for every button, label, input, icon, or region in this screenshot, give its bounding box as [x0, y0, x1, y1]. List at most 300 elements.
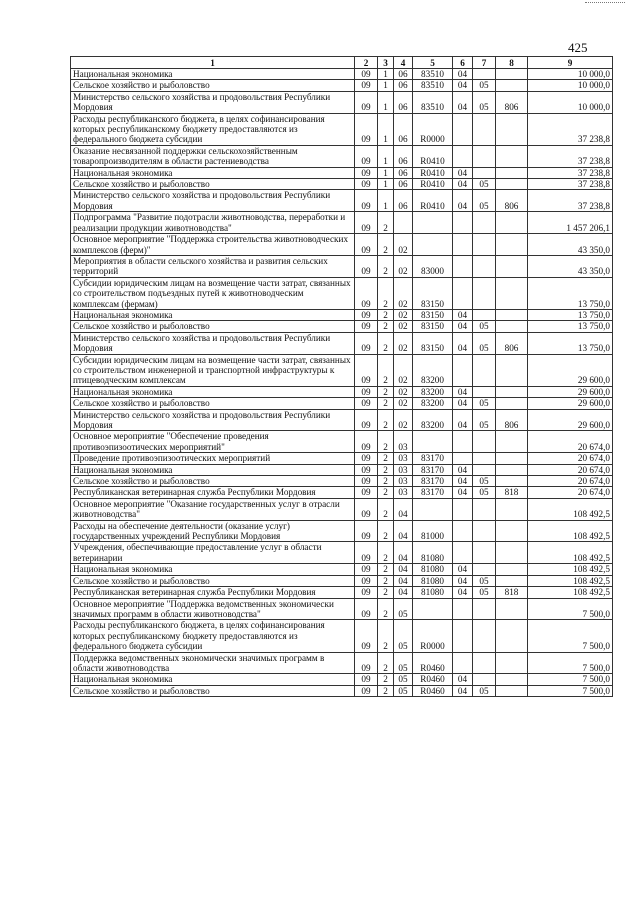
amount-cell: 29 600,0 [528, 354, 613, 386]
amount-cell: 37 238,8 [528, 190, 613, 212]
col4-cell: 05 [394, 685, 413, 696]
amount-cell: 108 492,5 [528, 575, 613, 586]
col7-cell [473, 113, 496, 145]
col4-cell: 03 [394, 476, 413, 487]
col2-cell: 09 [355, 620, 378, 652]
table-body [71, 69, 613, 697]
col7-cell [473, 234, 496, 256]
col3-cell: 2 [378, 685, 394, 696]
name-cell: Национальная экономика [71, 167, 355, 178]
code-cell: R0410 [413, 190, 453, 212]
col6-cell [453, 598, 473, 620]
name-cell: Национальная экономика [71, 674, 355, 685]
name-cell: Сельское хозяйство и рыболовство [71, 80, 355, 91]
col2-cell: 09 [355, 542, 378, 564]
col2-cell: 09 [355, 145, 378, 167]
col2-cell: 09 [355, 179, 378, 190]
table-row [71, 332, 613, 354]
name-cell: Расходы республиканского бюджета, в целях софинансирования которых республиканскому бюджету предоставляются из федерального бюджета субсидии [71, 620, 355, 652]
col4-cell: 04 [394, 564, 413, 575]
col6-cell: 04 [453, 398, 473, 409]
amount-cell: 13 750,0 [528, 321, 613, 332]
col2-cell: 09 [355, 564, 378, 575]
col3-cell: 2 [378, 620, 394, 652]
col7-cell [473, 598, 496, 620]
col7-cell [473, 145, 496, 167]
col8-cell [496, 321, 528, 332]
table-row [71, 309, 613, 320]
amount-cell: 37 238,8 [528, 113, 613, 145]
col4-cell: 02 [394, 398, 413, 409]
col8-cell [496, 255, 528, 277]
header-col6: 6 [453, 57, 473, 69]
col7-cell: 05 [473, 476, 496, 487]
name-cell: Основное мероприятие "Поддержка строительства животноводческих комплексов (ферм)" [71, 234, 355, 256]
code-cell: R0000 [413, 113, 453, 145]
col8-cell: 806 [496, 190, 528, 212]
col7-cell [473, 652, 496, 674]
name-cell: Поддержка ведомственных экономически значимых программ в области животноводства [71, 652, 355, 674]
col8-cell [496, 464, 528, 475]
name-cell: Сельское хозяйство и рыболовство [71, 575, 355, 586]
name-cell: Сельское хозяйство и рыболовство [71, 398, 355, 409]
col6-cell [453, 620, 473, 652]
table-row [71, 620, 613, 652]
col7-cell: 05 [473, 190, 496, 212]
col6-cell [453, 520, 473, 542]
col7-cell [473, 498, 496, 520]
name-cell: Республиканская ветеринарная служба Республики Мордовия [71, 587, 355, 598]
col6-cell: 04 [453, 179, 473, 190]
col8-cell [496, 520, 528, 542]
col2-cell: 09 [355, 234, 378, 256]
col4-cell: 05 [394, 652, 413, 674]
col8-cell [496, 113, 528, 145]
col3-cell: 2 [378, 309, 394, 320]
table-header-row [71, 57, 613, 69]
col8-cell [496, 498, 528, 520]
col2-cell: 09 [355, 498, 378, 520]
col3-cell: 2 [378, 564, 394, 575]
col8-cell [496, 575, 528, 586]
table-row [71, 234, 613, 256]
col4-cell: 05 [394, 620, 413, 652]
col7-cell [473, 431, 496, 453]
col3-cell: 2 [378, 409, 394, 431]
code-cell: R0410 [413, 145, 453, 167]
col4-cell: 02 [394, 386, 413, 397]
code-cell: 81080 [413, 587, 453, 598]
col4-cell: 06 [394, 145, 413, 167]
table-row [71, 564, 613, 575]
col6-cell [453, 498, 473, 520]
col2-cell: 09 [355, 277, 378, 309]
table-row [71, 212, 613, 234]
header-name: 1 [71, 57, 355, 69]
col8-cell: 806 [496, 332, 528, 354]
col6-cell: 04 [453, 464, 473, 475]
col7-cell [473, 464, 496, 475]
amount-cell: 13 750,0 [528, 309, 613, 320]
table-row [71, 190, 613, 212]
table-row [71, 464, 613, 475]
col4-cell: 05 [394, 674, 413, 685]
amount-cell: 1 457 206,1 [528, 212, 613, 234]
code-cell: 81000 [413, 520, 453, 542]
name-cell: Национальная экономика [71, 309, 355, 320]
code-cell: R0410 [413, 179, 453, 190]
col6-cell: 04 [453, 190, 473, 212]
amount-cell: 43 350,0 [528, 234, 613, 256]
col4-cell: 02 [394, 255, 413, 277]
col8-cell [496, 80, 528, 91]
col4-cell: 02 [394, 321, 413, 332]
col4-cell: 03 [394, 453, 413, 464]
col8-cell [496, 652, 528, 674]
col2-cell: 09 [355, 69, 378, 80]
header-col8: 8 [496, 57, 528, 69]
amount-cell: 43 350,0 [528, 255, 613, 277]
table-row [71, 91, 613, 113]
name-cell: Расходы на обеспечение деятельности (оказание услуг) государственных учреждений Республики Мордовия [71, 520, 355, 542]
table-row [71, 80, 613, 91]
table-row [71, 431, 613, 453]
col3-cell: 1 [378, 91, 394, 113]
col4-cell: 02 [394, 332, 413, 354]
amount-cell: 10 000,0 [528, 91, 613, 113]
col2-cell: 09 [355, 674, 378, 685]
table-row [71, 674, 613, 685]
col4-cell: 04 [394, 520, 413, 542]
code-cell: 83200 [413, 409, 453, 431]
col7-cell [473, 255, 496, 277]
amount-cell: 7 500,0 [528, 652, 613, 674]
col2-cell: 09 [355, 598, 378, 620]
code-cell: 83510 [413, 91, 453, 113]
amount-cell: 108 492,5 [528, 520, 613, 542]
code-cell: 81080 [413, 542, 453, 564]
table-row [71, 145, 613, 167]
code-cell: 83170 [413, 464, 453, 475]
col7-cell [473, 277, 496, 309]
col3-cell: 1 [378, 113, 394, 145]
page-number: 425 [568, 40, 588, 55]
code-cell: R0460 [413, 652, 453, 674]
table-row [71, 652, 613, 674]
col8-cell [496, 179, 528, 190]
name-cell: Проведение противоэпизоотических мероприятий [71, 453, 355, 464]
col4-cell: 03 [394, 464, 413, 475]
header-col7: 7 [473, 57, 496, 69]
code-cell: 83150 [413, 332, 453, 354]
table-row [71, 277, 613, 309]
name-cell: Сельское хозяйство и рыболовство [71, 685, 355, 696]
table-row [71, 179, 613, 190]
amount-cell: 20 674,0 [528, 464, 613, 475]
col4-cell: 02 [394, 409, 413, 431]
col2-cell: 09 [355, 520, 378, 542]
col4-cell: 02 [394, 234, 413, 256]
table-row [71, 498, 613, 520]
col4-cell: 06 [394, 179, 413, 190]
name-cell: Министерство сельского хозяйства и продовольствия Республики Мордовия [71, 190, 355, 212]
table-row [71, 575, 613, 586]
amount-cell: 108 492,5 [528, 498, 613, 520]
table-row [71, 542, 613, 564]
name-cell: Сельское хозяйство и рыболовство [71, 179, 355, 190]
col8-cell [496, 674, 528, 685]
col7-cell [473, 620, 496, 652]
code-cell: 83150 [413, 309, 453, 320]
col7-cell [473, 386, 496, 397]
amount-cell: 13 750,0 [528, 332, 613, 354]
col4-cell: 04 [394, 498, 413, 520]
amount-cell: 7 500,0 [528, 598, 613, 620]
table-row [71, 487, 613, 498]
col2-cell: 09 [355, 354, 378, 386]
col3-cell: 2 [378, 542, 394, 564]
col3-cell: 2 [378, 212, 394, 234]
col8-cell: 806 [496, 409, 528, 431]
code-cell: 83200 [413, 398, 453, 409]
amount-cell: 37 238,8 [528, 167, 613, 178]
col7-cell: 05 [473, 398, 496, 409]
col8-cell: 818 [496, 587, 528, 598]
code-cell: 83150 [413, 277, 453, 309]
col7-cell [473, 69, 496, 80]
col6-cell: 04 [453, 409, 473, 431]
col6-cell: 04 [453, 80, 473, 91]
table-row [71, 321, 613, 332]
col8-cell [496, 476, 528, 487]
table-row [71, 354, 613, 386]
col8-cell [496, 431, 528, 453]
col6-cell [453, 234, 473, 256]
col2-cell: 09 [355, 91, 378, 113]
header-col3: 3 [378, 57, 394, 69]
code-cell: 83170 [413, 453, 453, 464]
name-cell: Основное мероприятие "Поддержка ведомственных экономически значимых программ в области животноводства" [71, 598, 355, 620]
col3-cell: 2 [378, 520, 394, 542]
col8-cell [496, 234, 528, 256]
col3-cell: 2 [378, 476, 394, 487]
col2-cell: 09 [355, 453, 378, 464]
col8-cell: 818 [496, 487, 528, 498]
col3-cell: 2 [378, 431, 394, 453]
col2-cell: 09 [355, 398, 378, 409]
col7-cell [473, 212, 496, 234]
col8-cell: 806 [496, 91, 528, 113]
col2-cell: 09 [355, 309, 378, 320]
name-cell: Министерство сельского хозяйства и продовольствия Республики Мордовия [71, 409, 355, 431]
col2-cell: 09 [355, 190, 378, 212]
col8-cell [496, 277, 528, 309]
col8-cell [496, 453, 528, 464]
col2-cell: 09 [355, 113, 378, 145]
col6-cell [453, 212, 473, 234]
col2-cell: 09 [355, 255, 378, 277]
col7-cell [473, 167, 496, 178]
col2-cell: 09 [355, 80, 378, 91]
col4-cell: 04 [394, 575, 413, 586]
amount-cell: 20 674,0 [528, 487, 613, 498]
amount-cell: 29 600,0 [528, 398, 613, 409]
col4-cell: 06 [394, 167, 413, 178]
code-cell: 83510 [413, 69, 453, 80]
code-cell: R0000 [413, 620, 453, 652]
col2-cell: 09 [355, 587, 378, 598]
code-cell: 83150 [413, 321, 453, 332]
col2-cell: 09 [355, 464, 378, 475]
table-row [71, 113, 613, 145]
amount-cell: 108 492,5 [528, 587, 613, 598]
name-cell: Национальная экономика [71, 69, 355, 80]
col4-cell: 06 [394, 190, 413, 212]
name-cell: Мероприятия в области сельского хозяйства и развития сельских территорий [71, 255, 355, 277]
code-cell: 83510 [413, 80, 453, 91]
col7-cell: 05 [473, 80, 496, 91]
col2-cell: 09 [355, 575, 378, 586]
col3-cell: 2 [378, 332, 394, 354]
name-cell: Национальная экономика [71, 386, 355, 397]
code-cell [413, 498, 453, 520]
col8-cell [496, 69, 528, 80]
col7-cell: 05 [473, 321, 496, 332]
name-cell: Учреждения, обеспечивающие предоставление услуг в области ветеринарии [71, 542, 355, 564]
col8-cell [496, 167, 528, 178]
col6-cell: 04 [453, 386, 473, 397]
amount-cell: 20 674,0 [528, 476, 613, 487]
col2-cell: 09 [355, 332, 378, 354]
col3-cell: 2 [378, 498, 394, 520]
col3-cell: 2 [378, 652, 394, 674]
col2-cell: 09 [355, 409, 378, 431]
col3-cell: 2 [378, 277, 394, 309]
table-row [71, 476, 613, 487]
code-cell: 81080 [413, 575, 453, 586]
col6-cell [453, 542, 473, 564]
col8-cell [496, 620, 528, 652]
col8-cell [496, 598, 528, 620]
code-cell: 83200 [413, 354, 453, 386]
table-row [71, 453, 613, 464]
col8-cell [496, 386, 528, 397]
amount-cell: 7 500,0 [528, 674, 613, 685]
col2-cell: 09 [355, 487, 378, 498]
col4-cell: 06 [394, 113, 413, 145]
code-cell: 81080 [413, 564, 453, 575]
col4-cell [394, 212, 413, 234]
col6-cell [453, 652, 473, 674]
code-cell: 83170 [413, 476, 453, 487]
amount-cell: 37 238,8 [528, 179, 613, 190]
col8-cell [496, 354, 528, 386]
table-row [71, 409, 613, 431]
amount-cell: 29 600,0 [528, 386, 613, 397]
col3-cell: 1 [378, 179, 394, 190]
table-row [71, 685, 613, 696]
col6-cell: 04 [453, 476, 473, 487]
name-cell: Министерство сельского хозяйства и продовольствия Республики Мордовия [71, 91, 355, 113]
col7-cell [473, 354, 496, 386]
table-row [71, 598, 613, 620]
col3-cell: 2 [378, 386, 394, 397]
amount-cell: 10 000,0 [528, 69, 613, 80]
col3-cell: 2 [378, 398, 394, 409]
amount-cell: 29 600,0 [528, 409, 613, 431]
col6-cell [453, 113, 473, 145]
col6-cell [453, 277, 473, 309]
col4-cell: 03 [394, 431, 413, 453]
code-cell: 83200 [413, 386, 453, 397]
col3-cell: 1 [378, 69, 394, 80]
name-cell: Субсидии юридическим лицам на возмещение части затрат, связанных со строительством подъездных путей к животноводческим комплексам (фермам) [71, 277, 355, 309]
col3-cell: 2 [378, 487, 394, 498]
col3-cell: 1 [378, 190, 394, 212]
col3-cell: 2 [378, 354, 394, 386]
col4-cell: 02 [394, 354, 413, 386]
table-row [71, 167, 613, 178]
col3-cell: 2 [378, 575, 394, 586]
name-cell: Основное мероприятие "Оказание государственных услуг в отрасли животноводства" [71, 498, 355, 520]
col7-cell: 05 [473, 409, 496, 431]
code-cell [413, 431, 453, 453]
col7-cell: 05 [473, 487, 496, 498]
col4-cell: 03 [394, 487, 413, 498]
col3-cell: 2 [378, 674, 394, 685]
col6-cell: 04 [453, 564, 473, 575]
col2-cell: 09 [355, 167, 378, 178]
col2-cell: 09 [355, 476, 378, 487]
col2-cell: 09 [355, 652, 378, 674]
name-cell: Сельское хозяйство и рыболовство [71, 476, 355, 487]
code-cell [413, 234, 453, 256]
col6-cell [453, 453, 473, 464]
col2-cell: 09 [355, 386, 378, 397]
col4-cell: 04 [394, 542, 413, 564]
col8-cell [496, 145, 528, 167]
code-cell [413, 212, 453, 234]
col4-cell: 06 [394, 91, 413, 113]
amount-cell: 7 500,0 [528, 685, 613, 696]
name-cell: Национальная экономика [71, 464, 355, 475]
col3-cell: 2 [378, 234, 394, 256]
name-cell: Расходы республиканского бюджета, в целях софинансирования которых республиканскому бюджету предоставляются из федерального бюджета субсидии [71, 113, 355, 145]
col8-cell [496, 542, 528, 564]
col4-cell: 06 [394, 69, 413, 80]
col4-cell: 02 [394, 277, 413, 309]
name-cell: Министерство сельского хозяйства и продовольствия Республики Мордовия [71, 332, 355, 354]
col3-cell: 2 [378, 587, 394, 598]
col6-cell [453, 354, 473, 386]
col4-cell: 05 [394, 598, 413, 620]
col3-cell: 1 [378, 80, 394, 91]
code-cell: R0410 [413, 167, 453, 178]
col6-cell: 04 [453, 69, 473, 80]
col6-cell [453, 255, 473, 277]
header-col5: 5 [413, 57, 453, 69]
col2-cell: 09 [355, 212, 378, 234]
col2-cell: 09 [355, 431, 378, 453]
amount-cell: 20 674,0 [528, 453, 613, 464]
code-cell: 83170 [413, 487, 453, 498]
table-row [71, 587, 613, 598]
amount-cell: 20 674,0 [528, 431, 613, 453]
col6-cell: 04 [453, 332, 473, 354]
col6-cell: 04 [453, 487, 473, 498]
col7-cell [473, 309, 496, 320]
col6-cell: 04 [453, 167, 473, 178]
